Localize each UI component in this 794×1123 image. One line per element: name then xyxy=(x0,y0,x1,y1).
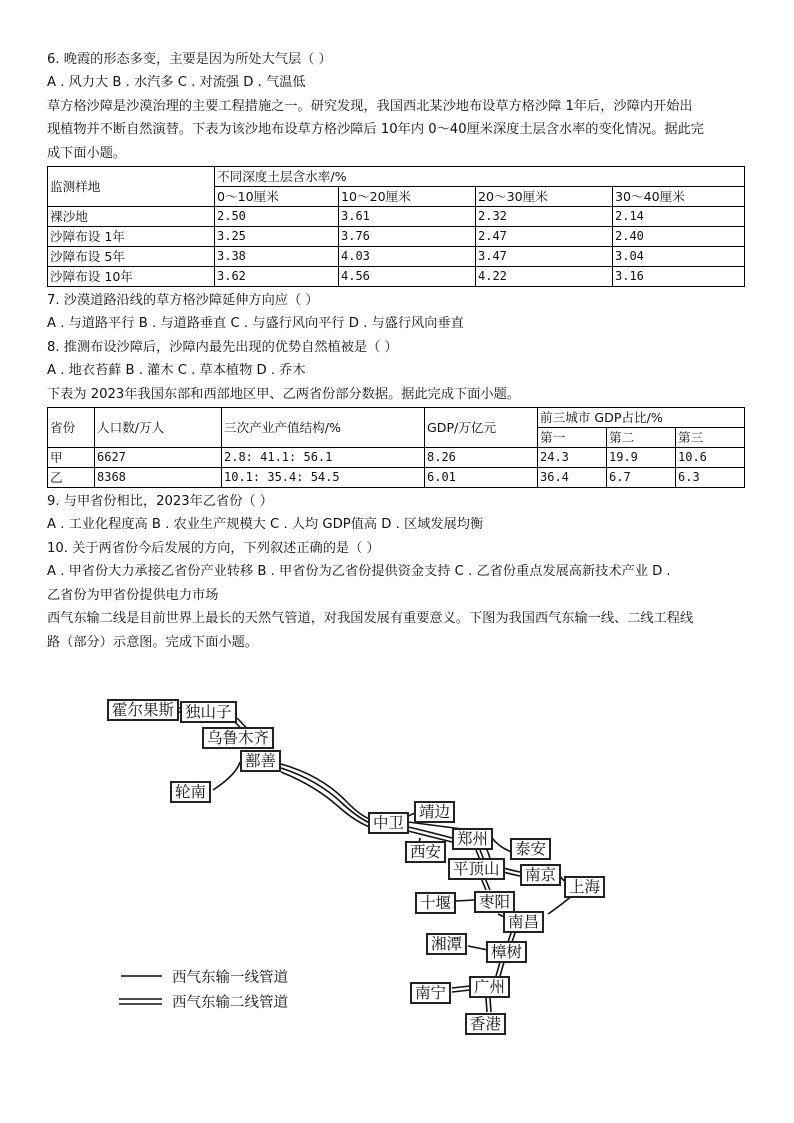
q8-stem: 8. 推测布设沙障后，沙障内最先出现的优势自然植被是（ ） xyxy=(47,339,398,355)
pipeline-1-line xyxy=(404,812,418,818)
city-zhengzhou: 郑州 xyxy=(452,828,493,850)
table2-cell: 6627 xyxy=(95,448,222,468)
table1-cell: 4.03 xyxy=(339,247,476,267)
table2-cell: 6.7 xyxy=(607,468,676,488)
legend-line-2-label: 西气东输二线管道 xyxy=(172,995,288,1011)
pipeline-1-line xyxy=(548,894,574,914)
q7-stem: 7. 沙漠道路沿线的草方格沙障延伸方向应（ ） xyxy=(47,293,319,309)
table1-cell: 4.22 xyxy=(476,267,613,287)
pipeline-2-strand xyxy=(476,850,480,860)
table2-cell: 乙 xyxy=(48,468,95,488)
table2-sub-first: 第一 xyxy=(538,428,607,448)
table1-cell: 3.25 xyxy=(215,227,339,247)
pipeline-2-strand xyxy=(404,830,452,842)
table1-cell: 裸沙地 xyxy=(48,207,215,227)
pipeline-2-strand xyxy=(419,838,420,852)
table2-header-province: 省份 xyxy=(48,408,95,448)
pipeline-2-strand xyxy=(237,718,261,743)
q9-stem: 9. 与甲省份相比，2023年乙省份（ ） xyxy=(47,494,273,510)
city-hongkong: 香港 xyxy=(465,1013,506,1035)
table1-cell: 2.32 xyxy=(476,207,613,227)
q9-options: A . 工业化程度高 B . 农业生产规模大 C . 人均 GDP值高 D . 区域发展均衡 xyxy=(47,517,484,533)
pipeline-1-line xyxy=(281,772,372,828)
intro1-line1: 草方格沙障是沙漠治理的主要工程措施之一。研究发现，我国西北某沙地布设草方格沙障 1年后，沙障内开始出 xyxy=(47,98,693,114)
table2-cell: 36.4 xyxy=(538,468,607,488)
city-zhangshu: 樟树 xyxy=(486,941,527,963)
city-dushanzi: 独山子 xyxy=(180,701,237,723)
pipeline-2-strand xyxy=(508,930,512,942)
q10-options-line1: A . 甲省份大力承接乙省份产业转移 B . 甲省份为乙省份提供资金支持 C . 乙省份重点发展高新技术产业 D . xyxy=(47,564,671,580)
city-nanjing: 南京 xyxy=(520,864,561,886)
table1-header-group: 不同深度土层含水率/% xyxy=(215,167,745,187)
table-row xyxy=(48,247,745,267)
city-zhongwei: 中卫 xyxy=(368,812,409,834)
pipeline-2-strand xyxy=(452,986,470,988)
pipeline-2-strand xyxy=(496,866,520,872)
intro1-line2: 现植物并不断自然演替。下表为该沙地布设草方格沙障后 10年内 0～40厘米深度土层含水率的变化情况。据此完 xyxy=(47,122,704,138)
table2-header-structure: 三次产业产值结构/% xyxy=(222,408,425,448)
pipeline-2-strand xyxy=(281,768,372,824)
city-nanchang: 南昌 xyxy=(503,911,544,933)
pipeline-2-strand xyxy=(490,998,491,1012)
pipeline-2-strand xyxy=(481,878,486,890)
table2-cell: 甲 xyxy=(48,448,95,468)
pipeline-2-strand xyxy=(496,962,500,976)
pipeline-2-strand xyxy=(498,914,506,918)
table1-col-2: 20～30厘米 xyxy=(476,187,613,207)
intro1-line3: 成下面小题。 xyxy=(47,145,127,161)
table-row xyxy=(48,448,745,468)
table1-header-site: 监测样地 xyxy=(48,167,215,207)
table1-cell: 3.76 xyxy=(339,227,476,247)
exam-page xyxy=(47,48,747,654)
table2-cell: 10.1: 35.4: 54.5 xyxy=(222,468,425,488)
pipeline-2-strand xyxy=(486,998,487,1012)
pipeline-1-line xyxy=(560,876,570,884)
intro2: 下表为 2023年我国东部和西部地区甲、乙两省份部分数据。据此完成下面小题。 xyxy=(47,386,520,402)
table2-sub-second: 第二 xyxy=(607,428,676,448)
table-row xyxy=(48,267,745,287)
table1-cell: 沙障布设 1年 xyxy=(48,227,215,247)
city-jingbian: 靖边 xyxy=(414,801,455,823)
pipeline-2-strand xyxy=(281,764,372,820)
table1-cell: 3.61 xyxy=(339,207,476,227)
pipeline-2-strand xyxy=(500,910,508,914)
table1-col-0: 0～10厘米 xyxy=(215,187,339,207)
table2-header-top3: 前三城市 GDP占比/% xyxy=(538,408,745,428)
pipeline-2-strand xyxy=(233,720,257,745)
table2-cell: 8.26 xyxy=(425,448,538,468)
city-guangzhou: 广州 xyxy=(469,976,510,998)
pipeline-2-strand xyxy=(496,870,520,876)
pipeline-1-line xyxy=(492,838,512,852)
table1-cell: 2.14 xyxy=(613,207,745,227)
intro3-line1: 西气东输二线是目前世界上最长的天然气管道，对我国发展有重要意义。下图为我国西气东输一线、二线工程线 xyxy=(47,611,694,627)
table1-cell: 3.38 xyxy=(215,247,339,267)
table1-cell: 2.50 xyxy=(215,207,339,227)
table2-cell: 19.9 xyxy=(607,448,676,468)
q6-stem: 6. 晚霞的形态多变，主要是因为所处大气层（ ） xyxy=(47,52,332,67)
q10-stem: 10. 关于两省份今后发展的方向，下列叙述正确的是（ ） xyxy=(47,540,380,556)
q7-options: A . 与道路平行 B . 与道路垂直 C . 与盛行风向平行 D . 与盛行风向垂直 xyxy=(47,316,464,332)
pipeline-2-strand xyxy=(480,850,484,860)
city-xiangtan: 湘潭 xyxy=(426,933,467,955)
table1-cell: 2.47 xyxy=(476,227,613,247)
table1-col-3: 30～40厘米 xyxy=(613,187,745,207)
legend-line-1-label: 西气东输一线管道 xyxy=(172,970,288,986)
q8-options: A . 地衣苔藓 B . 灌木 C . 草本植物 D . 乔木 xyxy=(47,363,306,379)
city-nanning: 南宁 xyxy=(410,982,451,1004)
city-khorgos: 霍尔果斯 xyxy=(107,699,179,721)
table2-header-population: 人口数/万人 xyxy=(95,408,222,448)
pipeline-1-line xyxy=(213,762,240,790)
table1-cell: 3.62 xyxy=(215,267,339,287)
pipeline-2-strand xyxy=(452,990,470,992)
table2-cell: 8368 xyxy=(95,468,222,488)
pipeline-1-line xyxy=(408,822,492,838)
province-data-table xyxy=(47,407,745,488)
table1-cell: 3.04 xyxy=(613,247,745,267)
table1-cell: 沙障布设 5年 xyxy=(48,247,215,267)
table2-cell: 24.3 xyxy=(538,448,607,468)
soil-moisture-table xyxy=(47,166,745,287)
pipeline-2-strand xyxy=(404,826,452,838)
pipeline-2-strand xyxy=(485,878,490,890)
q10-options-line2: 乙省份为甲省份提供电力市场 xyxy=(47,587,219,603)
table1-col-1: 10～20厘米 xyxy=(339,187,476,207)
table2-cell: 10.6 xyxy=(676,448,745,468)
table2-cell: 6.3 xyxy=(676,468,745,488)
table1-cell: 3.47 xyxy=(476,247,613,267)
table1-cell: 4.56 xyxy=(339,267,476,287)
city-urumqi: 乌鲁木齐 xyxy=(202,727,274,749)
table-row xyxy=(48,227,745,247)
table2-sub-third: 第三 xyxy=(676,428,745,448)
city-taian: 泰安 xyxy=(510,838,551,860)
pipeline-2-strand xyxy=(500,962,504,976)
table2-cell: 6.01 xyxy=(425,468,538,488)
city-zaoyang: 枣阳 xyxy=(474,891,515,913)
table1-cell: 沙障布设 10年 xyxy=(48,267,215,287)
intro3-line2: 路（部分）示意图。完成下面小题。 xyxy=(47,634,258,650)
table2-cell: 2.8: 41.1: 56.1 xyxy=(222,448,425,468)
city-shiyan: 十堰 xyxy=(415,892,456,914)
pipeline-2-strand xyxy=(512,930,516,942)
table1-cell: 3.16 xyxy=(613,267,745,287)
city-lunnan: 轮南 xyxy=(170,781,211,803)
city-shanghai: 上海 xyxy=(564,876,605,898)
city-xian: 西安 xyxy=(405,841,446,863)
pipeline-1-line xyxy=(486,848,490,860)
q6-options: A . 风力大 B . 水汽多 C . 对流强 D . 气温低 xyxy=(47,75,306,91)
city-shanshan: 鄯善 xyxy=(240,750,281,772)
pipeline-1-line xyxy=(456,900,474,901)
table-row xyxy=(48,468,745,488)
city-pingdingshan: 平顶山 xyxy=(448,858,505,880)
table2-header-gdp: GDP/万亿元 xyxy=(425,408,538,448)
table-row xyxy=(48,207,745,227)
table1-cell: 2.40 xyxy=(613,227,745,247)
pipeline-1-line xyxy=(468,946,488,950)
